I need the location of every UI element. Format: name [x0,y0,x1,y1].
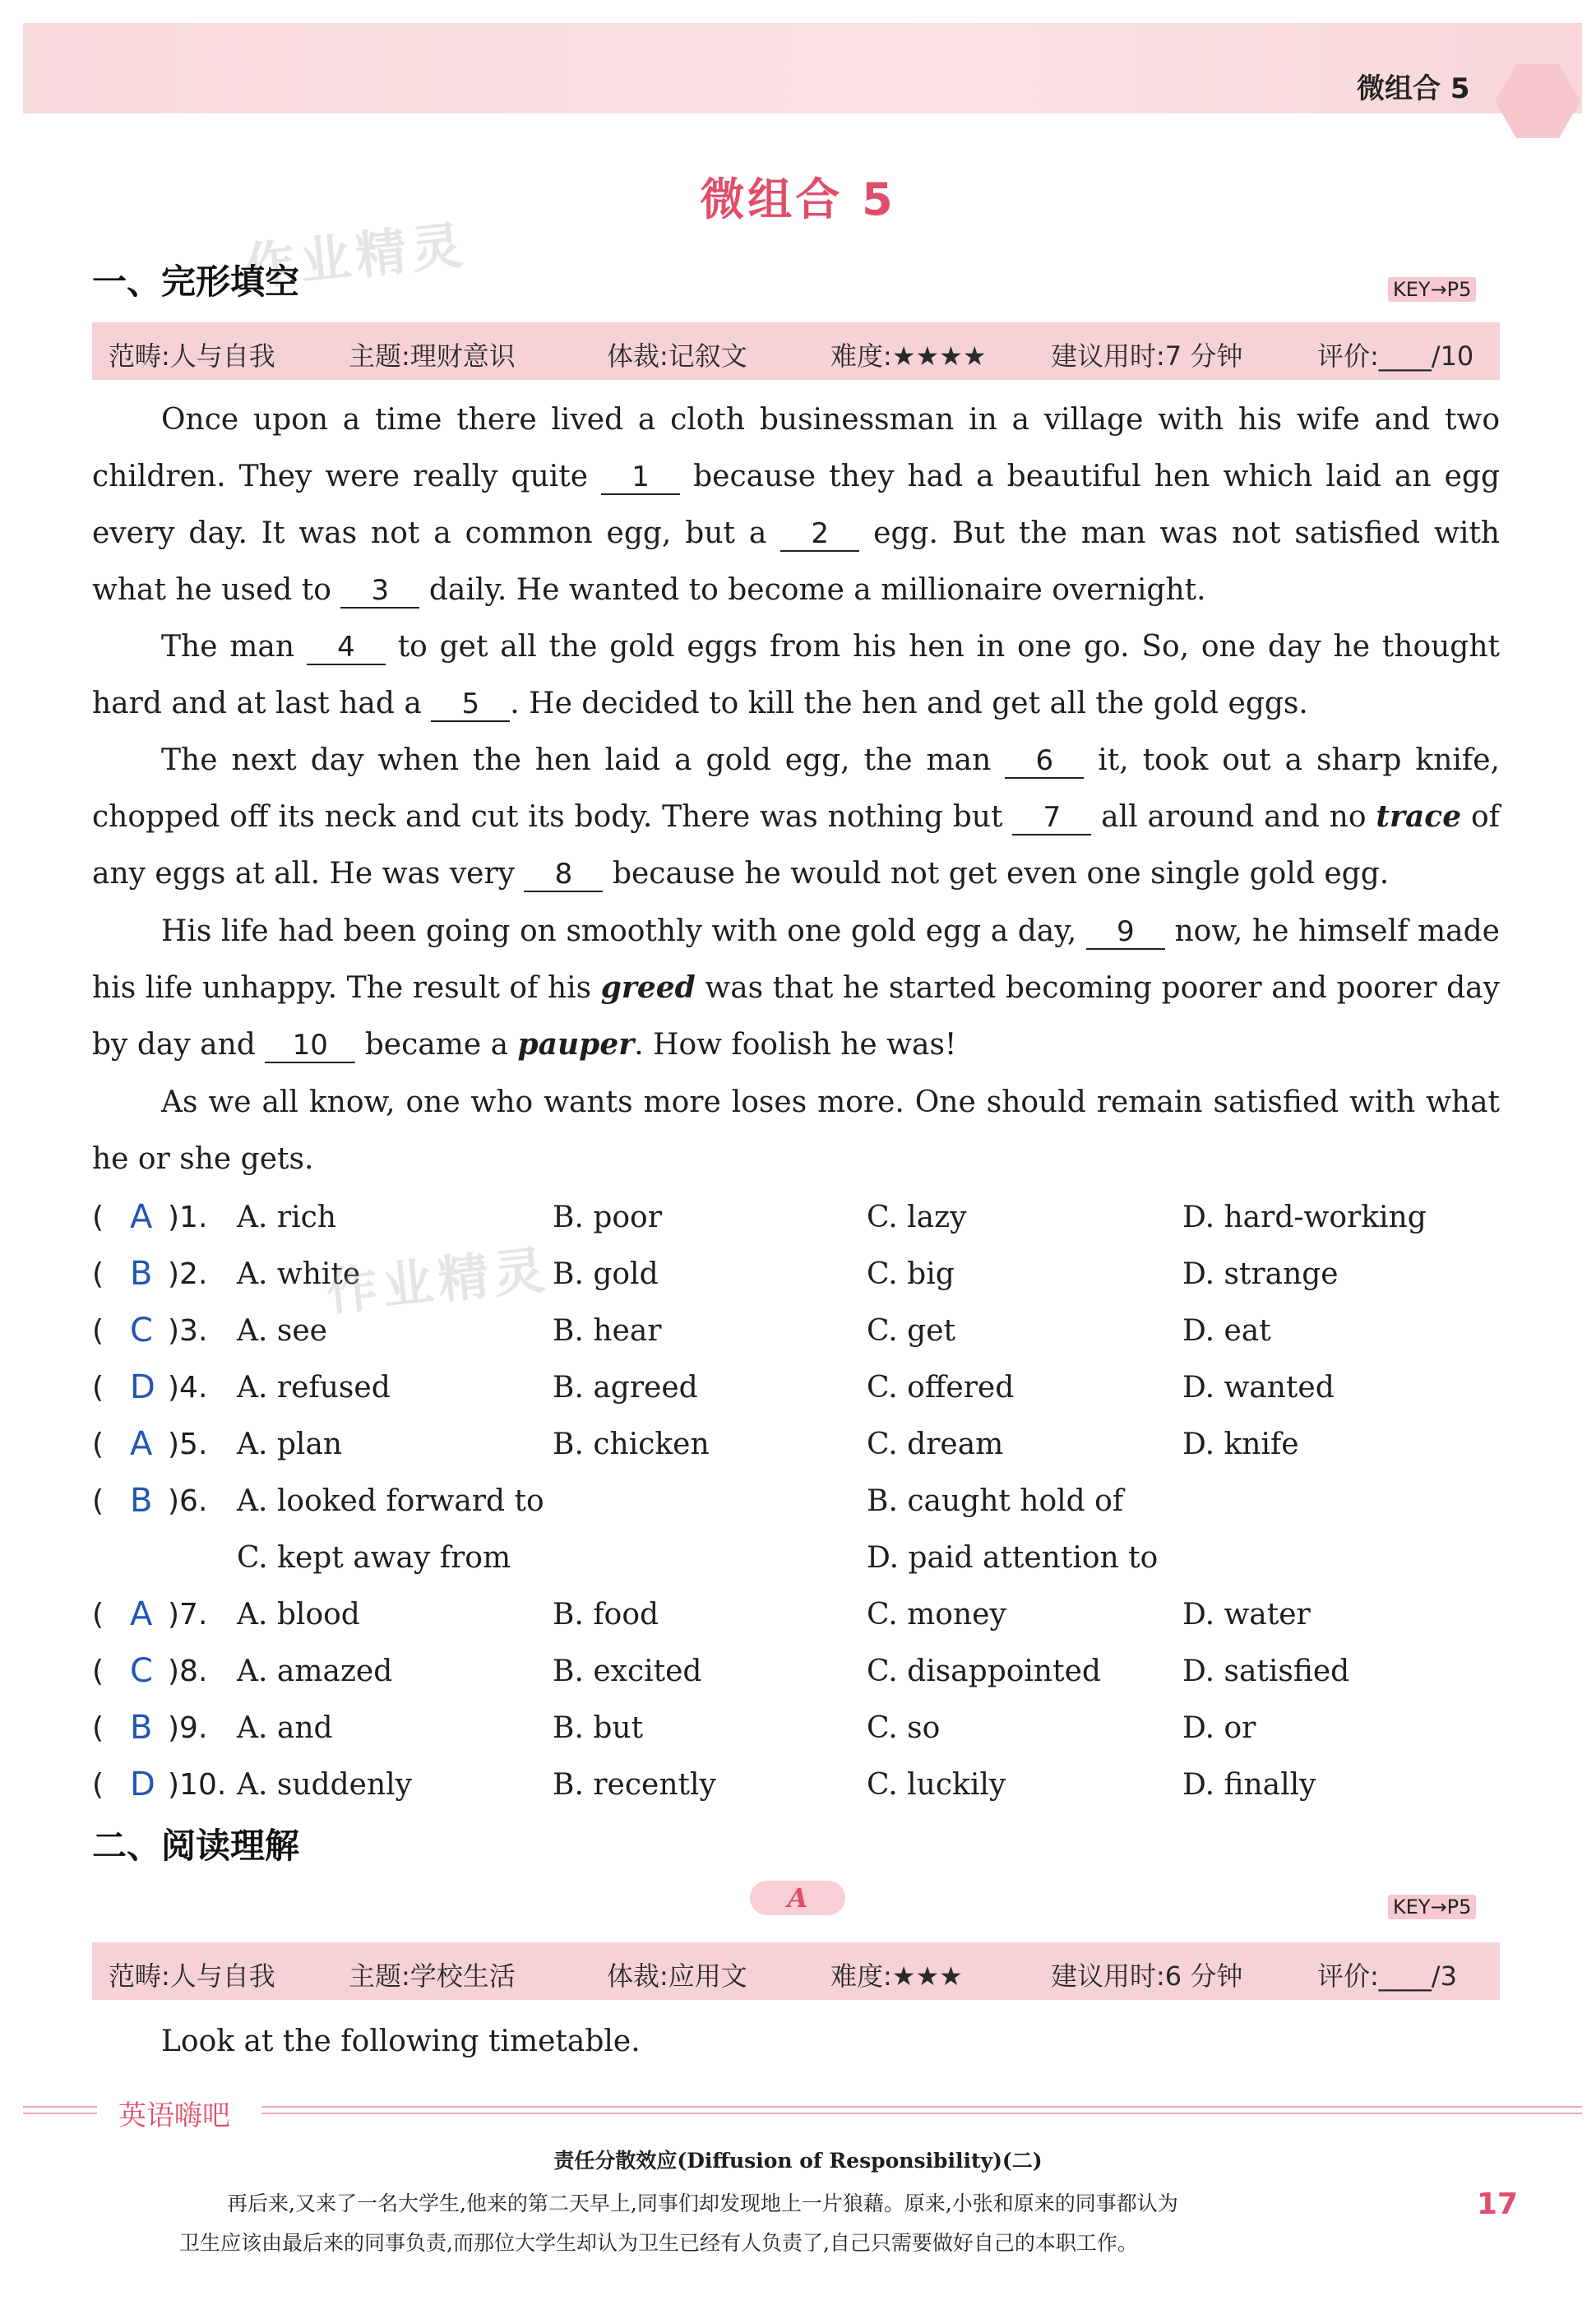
info-time: 建议用时:6 分钟 [1051,1960,1243,1992]
option-c[interactable]: C. big [867,1257,955,1291]
answer-key-tag: KEY→P5 [1388,1895,1476,1919]
footer-brand: 英语嗨吧 [118,2099,230,2132]
option-c[interactable]: C. disappointed [867,1655,1101,1688]
question-number: )3. [168,1314,208,1348]
reading-intro: Look at the following timetable. [161,2025,641,2058]
option-c[interactable]: C. luckily [867,1768,1006,1802]
info-bar-reading [92,1942,1500,2000]
footer-divider [261,2106,1582,2108]
option-b[interactable]: B. hear [553,1314,662,1348]
passage-paragraph: His life had been going on smoothly with one gold egg a day, 9 now, he himself made his life unhappy. The result of his greed was that he started becoming poorer and poorer day by day and 10 became a pauper. How foolish he was! [92,914,1500,1062]
option-b[interactable]: B. agreed [553,1371,698,1405]
section-heading-reading: 二、阅读理解 [92,1826,300,1866]
footer-story-title: 责任分散效应(Diffusion of Responsibility)(二) [553,2149,1043,2173]
info-genre: 体裁:记叙文 [607,340,747,372]
blank-6[interactable]: 6 [1005,744,1084,779]
footer-story-line: 卫生应该由最后来的同事负责,而那位大学生却认为卫生已经有人负责了,自己只需要做好自己的本职工作。 [179,2231,1138,2255]
option-d[interactable]: D. water [1182,1598,1311,1632]
info-rating: 评价:____/10 [1317,340,1474,372]
option-a[interactable]: A. rich [237,1201,336,1234]
bracket: ( [92,1655,104,1688]
page-title: 微组合 5 [700,174,896,225]
bracket: ( [92,1201,104,1234]
info-theme: 主题:学校生活 [349,1960,516,1992]
option-b[interactable]: B. recently [553,1768,716,1802]
answer-mark: B [130,1709,153,1747]
answer-mark: C [130,1652,153,1690]
question-number: )6. [168,1484,208,1518]
answer-key-tag: KEY→P5 [1388,277,1476,302]
option-c[interactable]: C. money [867,1598,1006,1632]
answer-mark: B [130,1255,153,1293]
bracket: ( [92,1257,104,1291]
passage-paragraph: As we all know, one who wants more loses more. One should remain satisfied with what he or she gets. [92,1085,1500,1176]
option-d[interactable]: D. satisfied [1182,1655,1350,1688]
footer-story-line: 再后来,又来了一名大学生,他来的第二天早上,同事们却发现地上一片狼藉。原来,小张和原来的同事都认为 [227,2192,1178,2215]
blank-3[interactable]: 3 [340,574,419,609]
answer-mark: A [130,1595,153,1633]
blank-2[interactable]: 2 [780,517,859,552]
question-number: )8. [168,1655,208,1688]
option-a[interactable]: A. suddenly [237,1768,412,1802]
option-d[interactable]: D. eat [1182,1314,1271,1348]
info-time: 建议用时:7 分钟 [1051,340,1243,372]
option-d[interactable]: D. finally [1182,1768,1316,1802]
question-number: )9. [168,1711,208,1745]
section-heading-cloze: 一、完形填空 [92,262,300,302]
footer-divider [23,2113,97,2114]
question-number: )5. [168,1428,208,1461]
option-c[interactable]: C. dream [867,1428,1004,1461]
question-number: )7. [168,1598,208,1632]
blank-5[interactable]: 5 [431,687,510,722]
passage-label: A [750,1881,845,1915]
blank-7[interactable]: 7 [1012,801,1091,835]
option-d[interactable]: D. strange [1182,1257,1339,1291]
info-category: 范畴:人与自我 [109,340,275,372]
answer-mark: B [130,1482,153,1520]
top-banner [23,23,1582,113]
passage-paragraph: The next day when the hen laid a gold egg, the man 6 it, took out a sharp knife, chopped off its neck and cut its body. There was nothing but 7 all around and no trace of any eggs at all. He was very 8 because he would not get even one single gold egg. [92,743,1500,891]
option-b[interactable]: B. but [553,1711,644,1745]
info-bar-cloze [92,322,1500,380]
option-d[interactable]: D. wanted [1182,1371,1335,1405]
bracket: ( [92,1711,104,1745]
option-a[interactable]: A. and [237,1711,333,1745]
blank-9[interactable]: 9 [1086,915,1165,950]
answer-mark: A [130,1425,153,1463]
info-genre: 体裁:应用文 [607,1960,747,1992]
option-a[interactable]: A. white [237,1257,361,1291]
answer-mark: D [130,1368,155,1406]
option-b[interactable]: B. food [553,1598,659,1632]
option-c[interactable]: C. so [867,1711,941,1745]
bracket: ( [92,1428,104,1461]
option-a[interactable]: A. refused [237,1371,391,1405]
answer-mark: C [130,1312,153,1349]
unit-tab: 微组合 5 [1357,72,1470,105]
answer-mark: D [130,1766,155,1803]
option-d[interactable]: D. knife [1182,1428,1299,1461]
info-category: 范畴:人与自我 [109,1960,275,1992]
option-c[interactable]: C. kept away from [237,1541,511,1575]
bracket: ( [92,1314,104,1348]
bracket: ( [92,1598,104,1632]
info-rating: 评价:____/3 [1317,1960,1457,1992]
question-number: )1. [168,1201,208,1234]
option-c[interactable]: C. offered [867,1371,1015,1405]
info-difficulty: 难度:★★★★ [830,340,987,372]
footer-divider [261,2113,1582,2114]
blank-8[interactable]: 8 [524,858,603,892]
option-c[interactable]: C. get [867,1314,955,1348]
question-number: )2. [168,1257,208,1291]
answer-mark: A [130,1198,153,1236]
option-a[interactable]: A. see [237,1314,327,1348]
option-b[interactable]: B. caught hold of [867,1484,1124,1518]
passage-paragraph: Once upon a time there lived a cloth businessman in a village with his wife and two children. They were really quite 1 because they had a beautiful hen which laid an egg every day. It was not a common egg, but a 2 egg. But the man was not satisfied with what he used to 3 daily. He wanted to become a millionaire overnight. [92,403,1500,607]
watermark: 作业精灵 [323,1238,553,1322]
option-b[interactable]: B. poor [553,1201,662,1234]
info-difficulty: 难度:★★★ [830,1960,963,1992]
option-d[interactable]: D. paid attention to [867,1541,1159,1575]
info-theme: 主题:理财意识 [349,340,516,372]
option-b[interactable]: B. excited [553,1655,702,1688]
option-b[interactable]: B. chicken [553,1428,710,1461]
glossary-word-pauper: pauper [517,1027,635,1062]
bracket: ( [92,1371,104,1405]
option-c[interactable]: C. lazy [867,1201,967,1234]
question-number: )4. [168,1371,208,1405]
page-number: 17 [1477,2187,1519,2221]
glossary-word-trace: trace [1376,799,1462,834]
watermark: 作业精灵 [241,214,470,298]
passage-paragraph: The man 4 to get all the gold eggs from his hen in one go. So, one day he thought hard and at last had a 5 . He decided to kill the hen and get all the gold eggs. [92,630,1500,720]
option-d[interactable]: D. hard-working [1182,1201,1427,1234]
option-d[interactable]: D. or [1182,1711,1256,1745]
option-b[interactable]: B. gold [553,1257,659,1291]
option-a[interactable]: A. plan [237,1428,343,1461]
bracket: ( [92,1484,104,1518]
option-a[interactable]: A. blood [237,1598,360,1632]
question-number: )10. [168,1768,227,1802]
bracket: ( [92,1768,104,1802]
option-a[interactable]: A. amazed [237,1655,393,1688]
option-a[interactable]: A. looked forward to [237,1484,544,1518]
blank-1[interactable]: 1 [601,461,680,495]
glossary-word-greed: greed [600,970,696,1005]
blank-10[interactable]: 10 [265,1029,355,1063]
footer-divider [23,2106,97,2108]
blank-4[interactable]: 4 [307,631,386,665]
